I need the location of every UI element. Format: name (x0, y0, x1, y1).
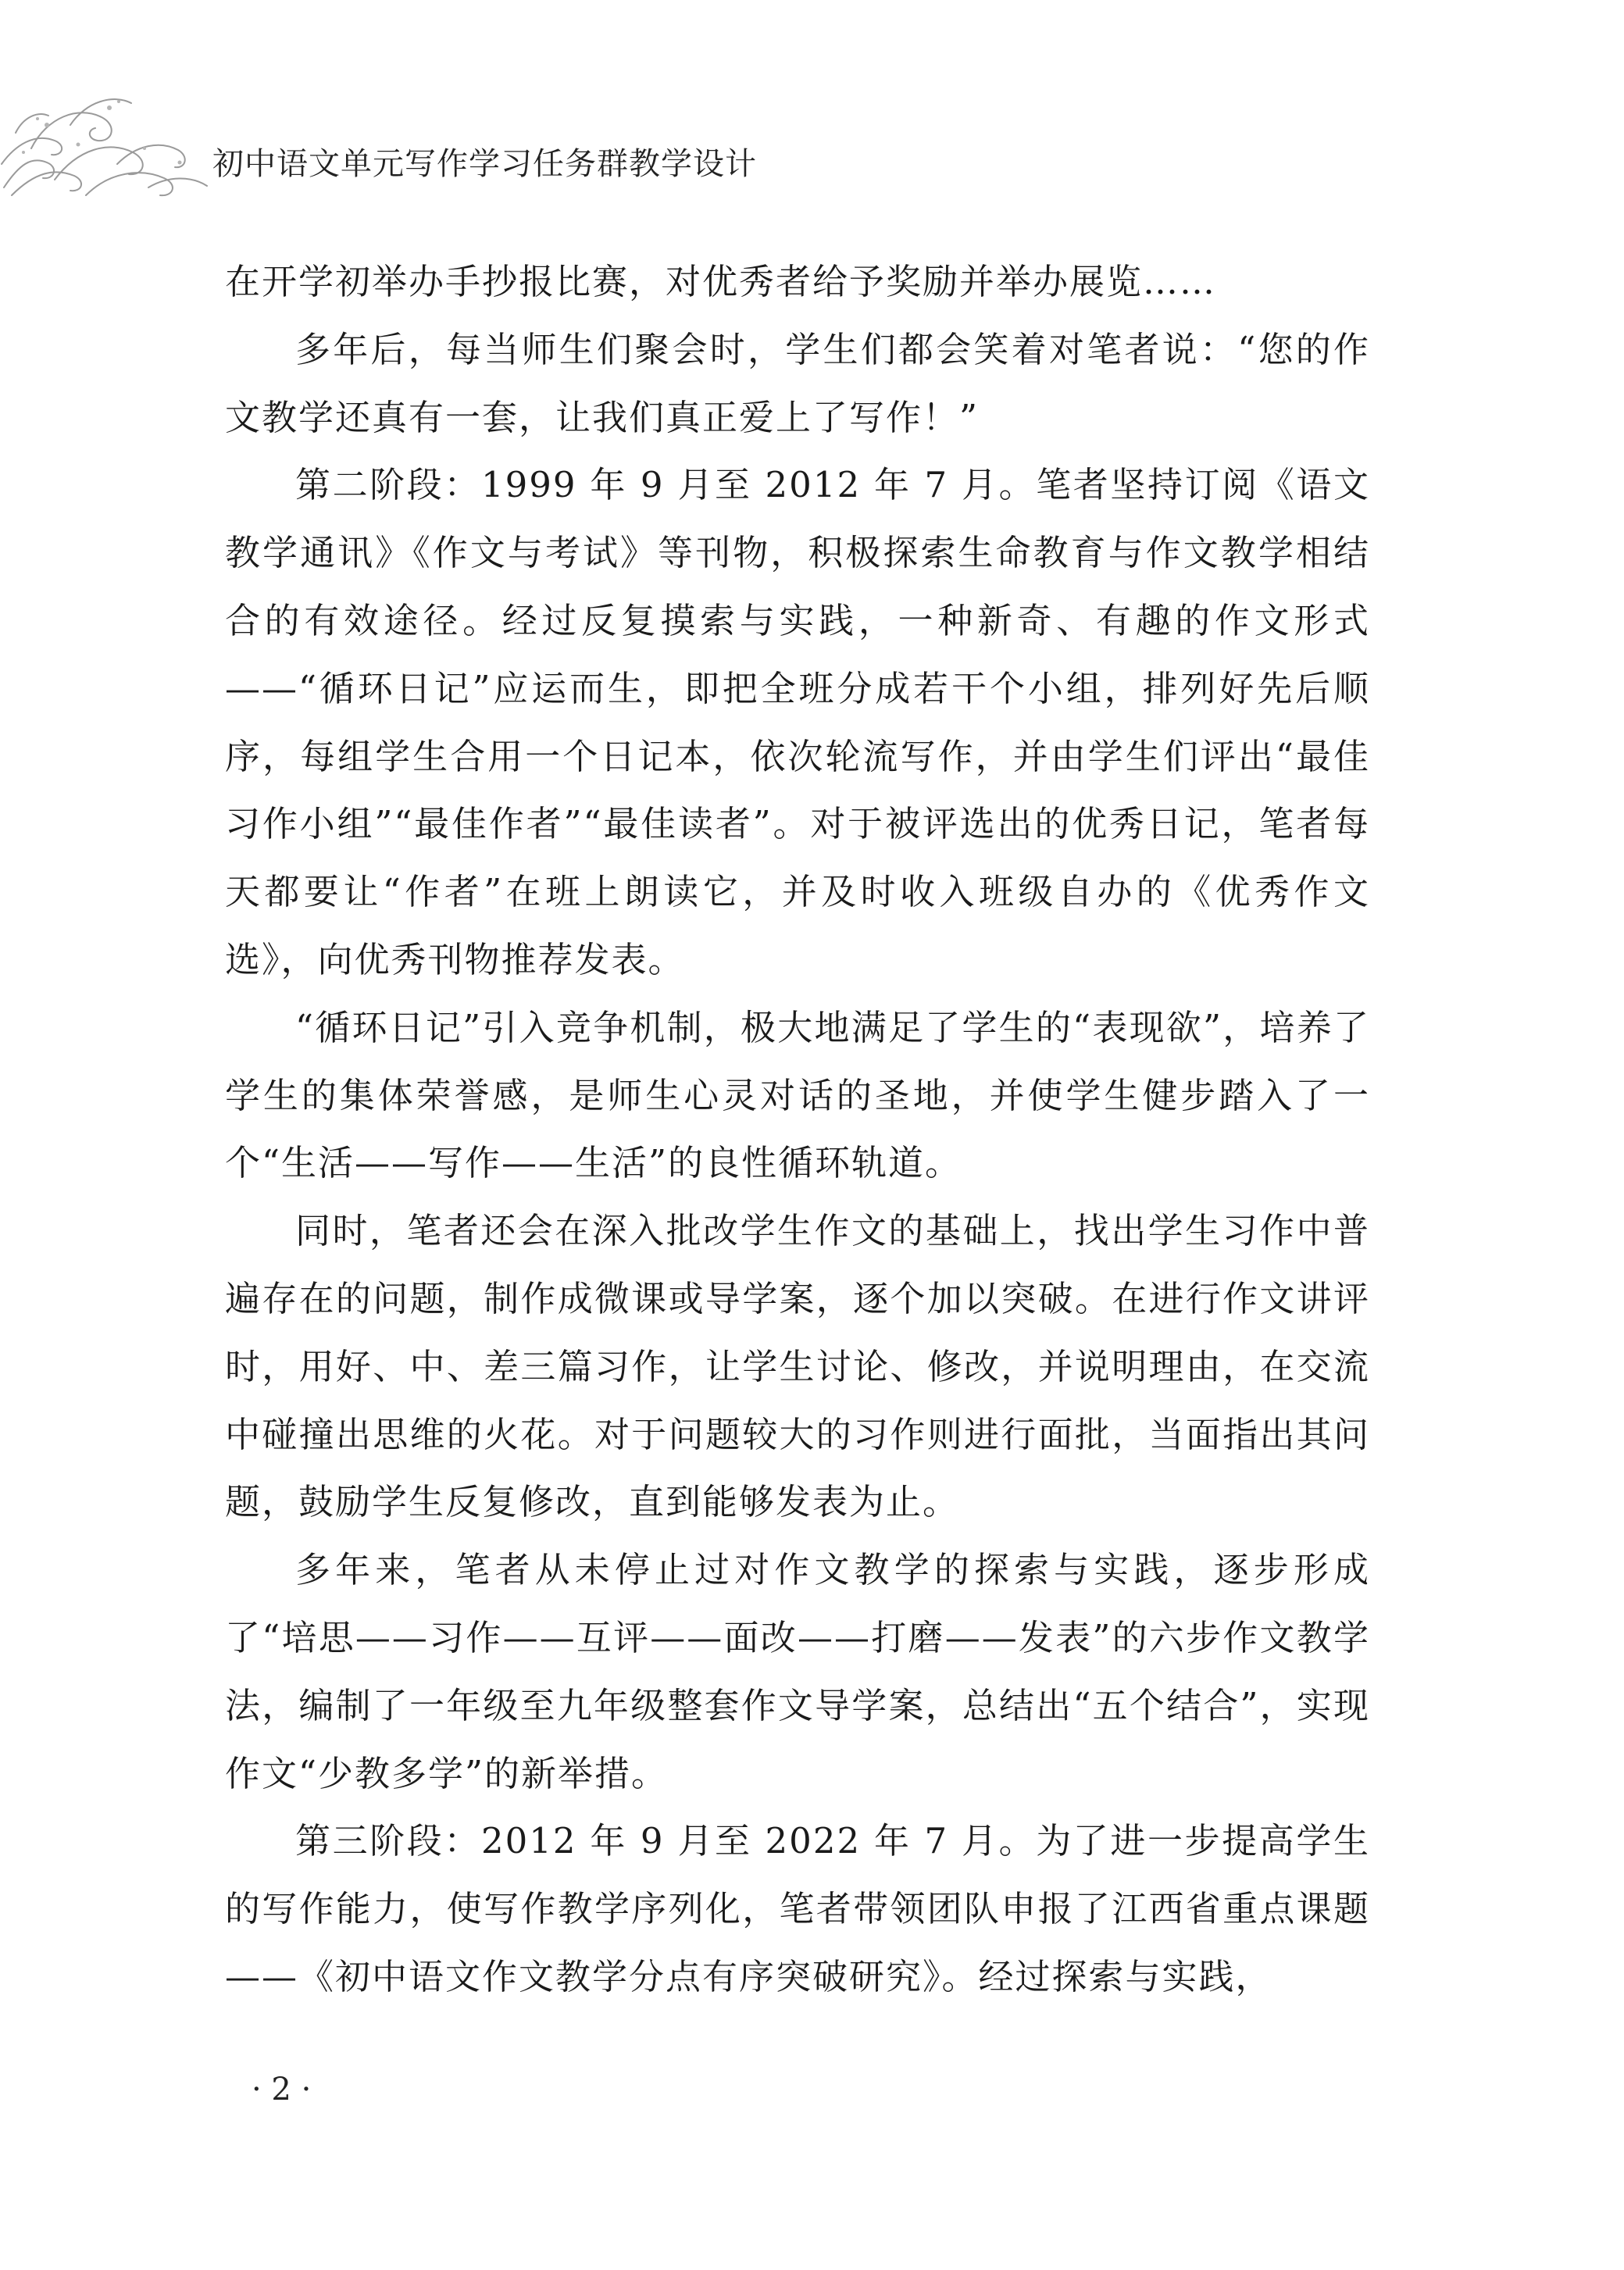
paragraph: 同时，笔者还会在深入批改学生作文的基础上，找出学生习作中普遍存在的问题，制作成微课或导学案，逐个加以突破。在进行作文讲评时，用好、中、差三篇习作，让学生讨论、修改，并说明理由，在交流中碰撞出思维的火花。对于问题较大的习作则进行面批，当面指出其问题，鼓励学生反复修改，直到能够发表为止。 (225, 1210, 1370, 1523)
running-head-title: 初中语文单元写作学习任务群教学设计 (212, 146, 757, 182)
paragraph: “循环日记”引入竞争机制，极大地满足了学生的“表现欲”，培养了学生的集体荣誉感，是师生心灵对话的圣地，并使学生健步踏入了一个“生活——写作——生活”的良性循环轨道。 (225, 1006, 1370, 1184)
paragraph: 第三阶段：2012 年 9 月至 2022 年 7 月。为了进一步提高学生的写作能力，使写作教学序列化，笔者带领团队申报了江西省重点课题——《初中语文作文教学分点有序突破研究》。经过探索与实践， (225, 1820, 1370, 1997)
page-number: · 2 · (252, 2072, 312, 2108)
paragraph: 第二阶段：1999 年 9 月至 2012 年 7 月。笔者坚持订阅《语文教学通讯》《作文与考试》等刊物，积极探索生命教育与作文教学相结合的有效途径。经过反复摸索与实践，一种新奇、有趣的作文形式——“循环日记”应运而生，即把全班分成若干个小组，排列好先后顺序，每组学生合用一个日记本，依次轮流写作，并由学生们评出“最佳习作小组”“最佳作者”“最佳读者”。对于被评选出的优秀日记，笔者每天都要让“作者”在班上朗读它，并及时收入班级自办的《优秀作文选》，向优秀刊物推荐发表。 (225, 464, 1370, 980)
paragraph: 多年来，笔者从未停止过对作文教学的探索与实践，逐步形成了“培思——习作——互评——面改——打磨——发表”的六步作文教学法，编制了一年级至九年级整套作文导学案，总结出“五个结合”，实现作文“少教多学”的新举措。 (225, 1549, 1370, 1794)
page-body (225, 248, 1370, 2011)
paragraph: 多年后，每当师生们聚会时，学生们都会笑着对笔者说：“您的作文教学还真有一套，让我们真正爱上了写作！” (225, 328, 1370, 438)
ocean-wave-icon (0, 70, 211, 203)
paragraph-continued: 在开学初举办手抄报比赛，对优秀者给予奖励并举办展览…… (225, 261, 1217, 302)
